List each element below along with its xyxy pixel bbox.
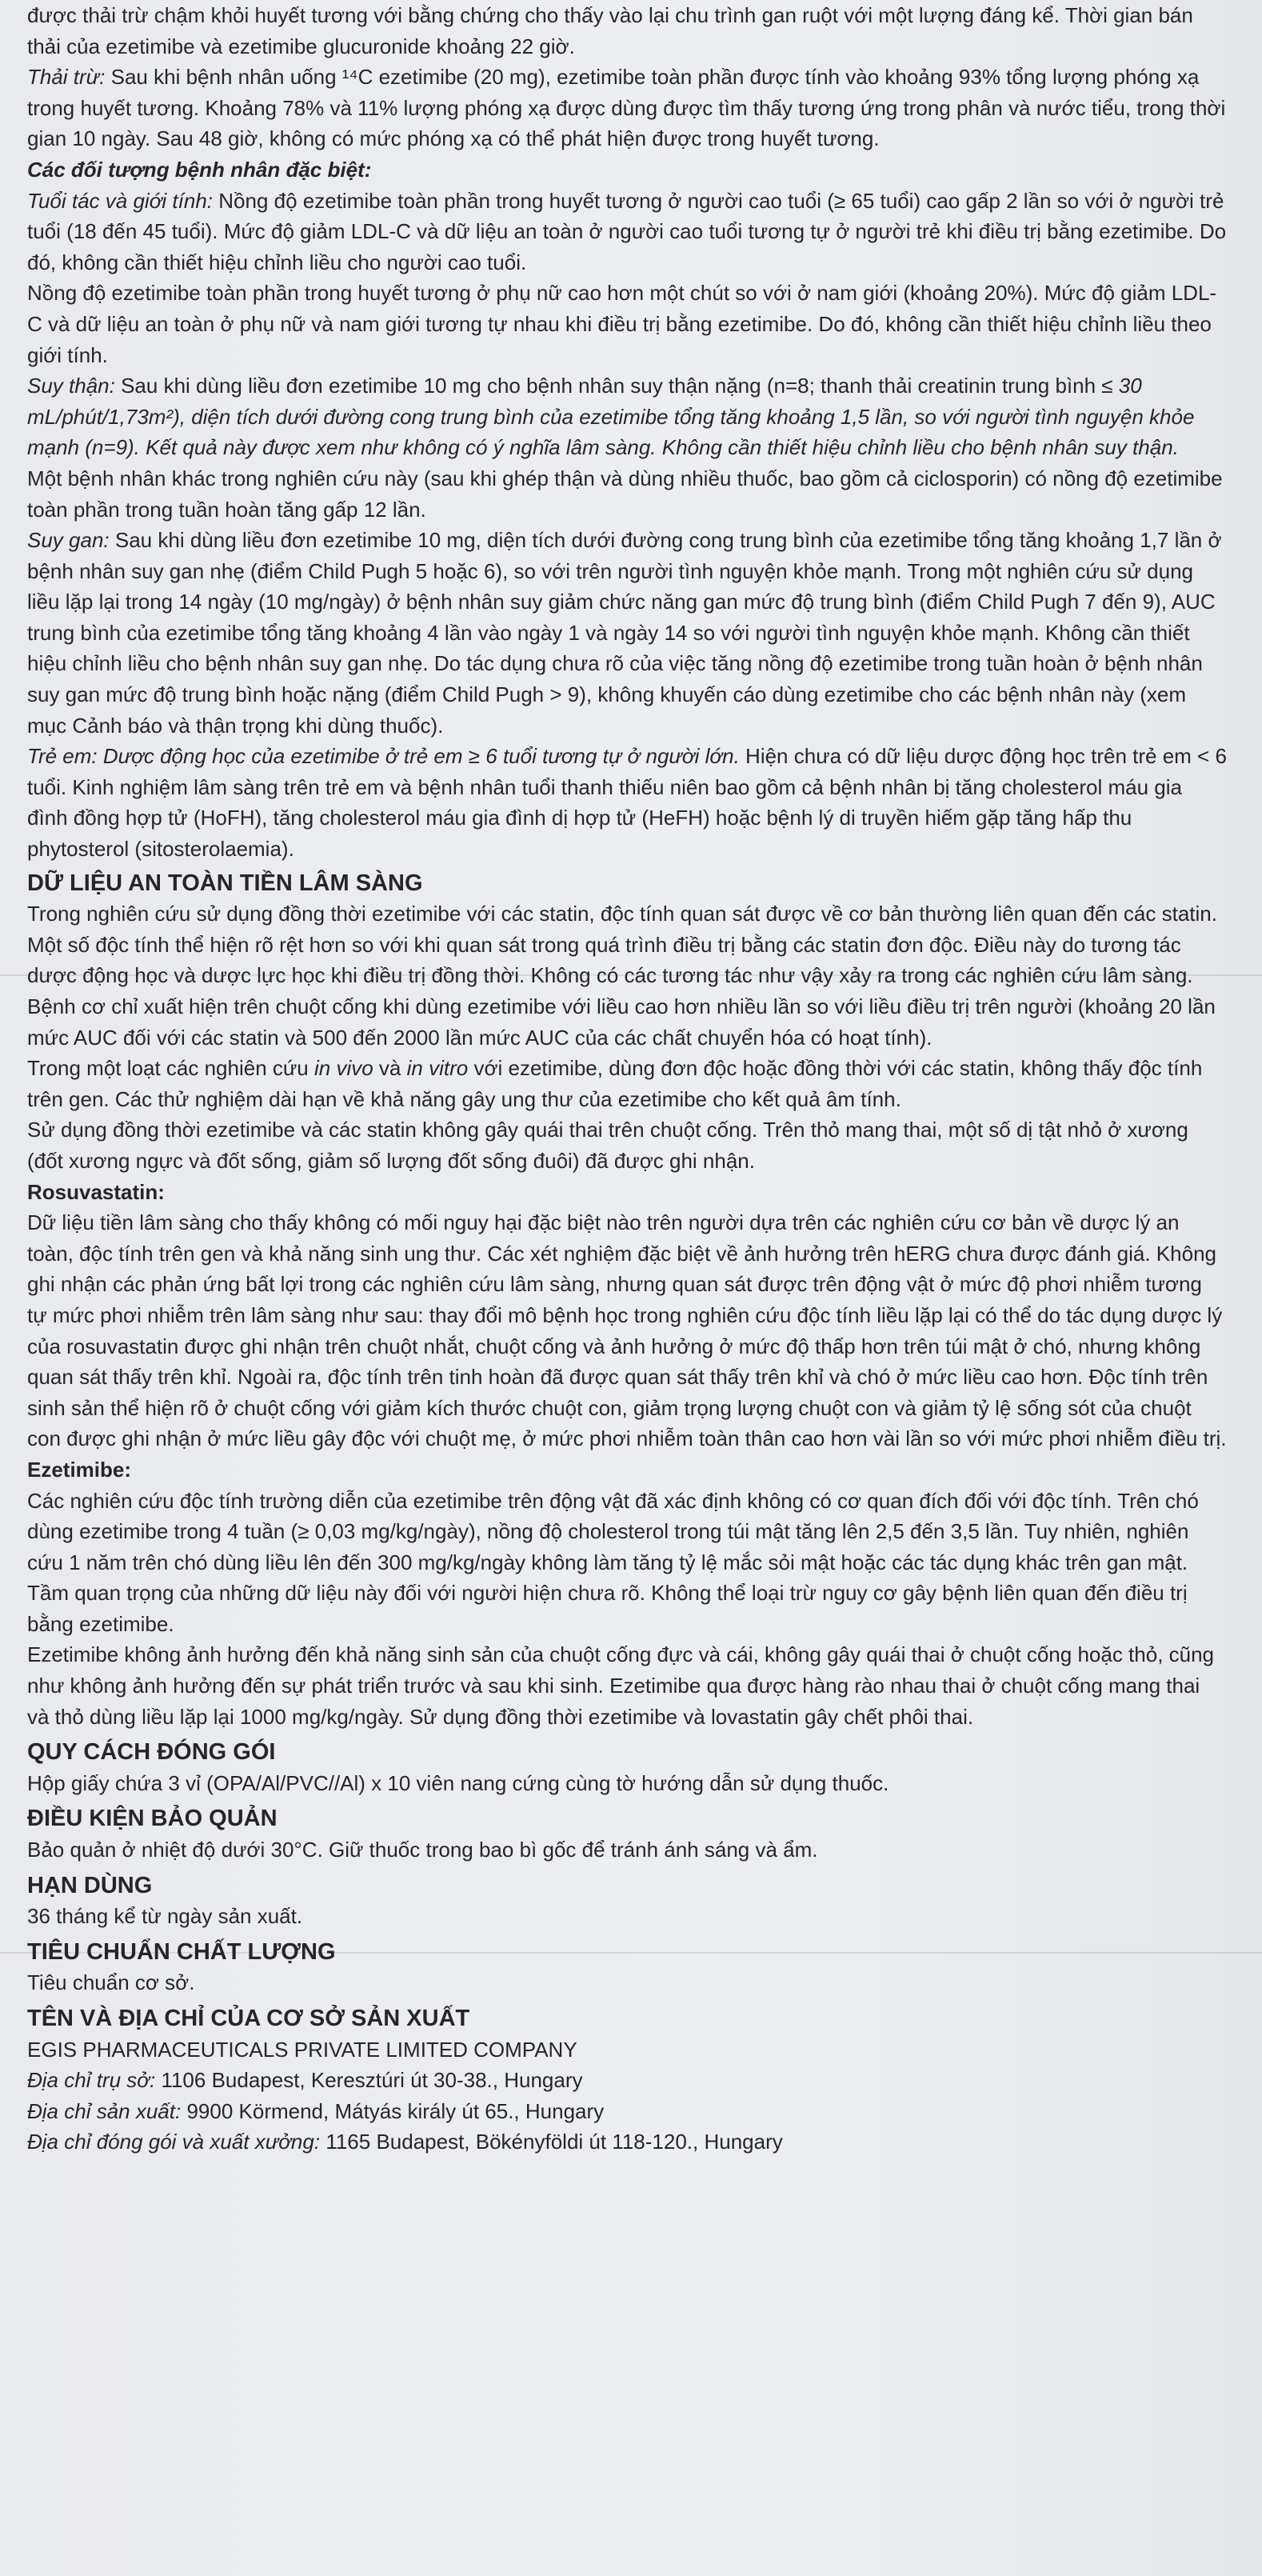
pediatric-paragraph: Trẻ em: Dược động học của ezetimibe ở trẻ em ≥ 6 tuổi tương tự ở người lớn. Hiện chưa có dữ liệu dược động học trên trẻ em < 6 tuổi. Kinh nghiệm lâm sàng trên trẻ em và bệnh nhân tuổi thanh thiếu niên bao gồm cả bệnh nhân bị tăng cholesterol máu gia đình đồng hợp tử (HoFH), tăng cholesterol máu gia đình dị hợp tử (HeFH) hoặc bệnh lý di truyền hiếm gặp tăng hấp thu phytosterol (sitosterolaemia). <box>27 744 1227 862</box>
renal-transplant-paragraph: Một bệnh nhân khác trong nghiên cứu này (sau khi ghép thận và dùng nhiều thuốc, bao gồm cả ciclosporin) có nồng độ ezetimibe toàn phần trong tuần hoàn tăng gấp 12 lần. <box>27 466 1223 522</box>
ezetimibe-title: Ezetimibe: <box>27 1457 132 1482</box>
age-gender-label: Tuổi tác và giới tính: <box>27 188 214 213</box>
quality-heading: TIÊU CHUẨN CHẤT LƯỢNG <box>27 1938 336 1965</box>
rosuvastatin-paragraph: Dữ liệu tiền lâm sàng cho thấy không có mối nguy hại đặc biệt nào trên người dựa trên các nghiên cứu cơ bản về dược lý an toàn, độc tính trên gen và khả năng sinh ung thư. Các xét nghiệm đặc biệt về ảnh hưởng trên hERG chưa được đánh giá. Không ghi nhận các phản ứng bất lợi trong các nghiên cứu lâm sàng, nhưng quan sát được trên động vật ở mức độ phơi nhiễm tương tự mức phơi nhiễm trên lâm sàng như sau: thay đổi mô bệnh học trong nghiên cứu độc tính liều lặp lại có thể do tác dụng dược lý của rosuvastatin được ghi nhận trên chuột nhắt, chuột cống và ảnh hưởng ở mức độ thấp hơn trên túi mật ở chó, nhưng không quan sát thấy trên khỉ. Ngoài ra, độc tính trên tinh hoàn đã được quan sát thấy trên khỉ và chó ở mức liều cao hơn. Độc tính trên sinh sản thể hiện rõ ở chuột cống với giảm kích thước chuột con, giảm trọng lượng chuột con và giảm tỷ lệ sống sót của chuột con được ghi nhận ở mức liều gây độc với chuột mẹ, ở mức phơi nhiễm toàn thân cao hơn vài lần so với mức phơi nhiễm điều trị. <box>27 1210 1227 1451</box>
renal-paragraph: Suy thận: Sau khi dùng liều đơn ezetimibe 10 mg cho bệnh nhân suy thận nặng (n=8; thanh thải creatinin trung bình ≤ 30 mL/phút/1,73m²), diện tích dưới đường cong trung bình của ezetimibe tổng tăng khoảng 1,5 lần, so với người tình nguyện khỏe mạnh (n=9). Kết quả này được xem như không có ý nghĩa lâm sàng. Không cần thiết hiệu chỉnh liều cho bệnh nhân suy thận. <box>27 374 1195 460</box>
elimination-continued: được thải trừ chậm khỏi huyết tương với bằng chứng cho thấy vào lại chu trình gan ruột với một lượng đáng kể. Thời gian bán thải của ezetimibe và ezetimibe glucuronide khoảng 22 giờ. <box>27 3 1193 58</box>
hepatic-label: Suy gan: <box>27 528 110 553</box>
manufacturer-company: EGIS PHARMACEUTICALS PRIVATE LIMITED COMPANY <box>27 2037 577 2062</box>
manufacturer-hq: Địa chỉ trụ sở: 1106 Budapest, Keresztúri út 30-38., Hungary <box>27 2068 583 2093</box>
ezetimibe-paragraph-1: Các nghiên cứu độc tính trường diễn của ezetimibe trên động vật đã xác định không có cơ quan đích đối với độc tính. Trên chó dùng ezetimibe trong 4 tuần (≥ 0,03 mg/kg/ngày), nồng độ cholesterol trong túi mật tăng lên 2,5 đến 3,5 lần. Tuy nhiên, nghiên cứu 1 năm trên chó dùng liều lên đến 300 mg/kg/ngày không làm tăng tỷ lệ mắc sỏi mật hoặc các tác dụng khác trên gan mật. Tầm quan trọng của những dữ liệu này đối với người hiện chưa rõ. Không thể loại trừ nguy cơ gây bệnh liên quan đến điều trị bằng ezetimibe. <box>27 1488 1199 1636</box>
preclinical-paragraph-1: Trong nghiên cứu sử dụng đồng thời ezetimibe với các statin, độc tính quan sát được về cơ bản thường liên quan đến các statin. Một số độc tính thể hiện rõ rệt hơn so với khi quan sát trong quá trình điều trị bằng các statin đơn độc. Điều này do tương tác dược động học và dược lực học khi điều trị đồng thời. Không có các tương tác như vậy xảy ra trong các nghiên cứu lâm sàng. Bệnh cơ chỉ xuất hiện trên chuột cống khi dùng ezetimibe với liều cao hơn nhiều lần so với liều điều trị trên người (khoảng 20 lần mức AUC đối với các statin và 500 đến 2000 lần mức AUC của các chất chuyển hóa có hoạt tính). <box>27 902 1217 1050</box>
ezetimibe-paragraph-2: Ezetimibe không ảnh hưởng đến khả năng sinh sản của chuột cống đực và cái, không gây quái thai ở chuột cống hoặc thỏ, cũng như không ảnh hưởng đến sự phát triển trước và sau khi sinh. Ezetimibe qua được hàng rào nhau thai ở chuột cống mang thai và thỏ dùng liều lặp lại 1000 mg/kg/ngày. Sử dụng đồng thời ezetimibe và lovastatin gây chết phôi thai. <box>27 1642 1215 1729</box>
hepatic-paragraph: Suy gan: Sau khi dùng liều đơn ezetimibe 10 mg, diện tích dưới đường cong trung bình của ezetimibe tổng tăng khoảng 1,7 lần ở bệnh nhân suy gan nhẹ (điểm Child Pugh 5 hoặc 6), so với trên người tình nguyện khỏe mạnh. Trong một nghiên cứu sử dụng liều lặp lại trong 14 ngày (10 mg/ngày) ở bệnh nhân suy giảm chức năng gan mức độ trung bình (điểm Child Pugh 7 đến 9), AUC trung bình của ezetimibe tổng tăng khoảng 4 lần vào ngày 1 và ngày 14 so với người tình nguyện khỏe mạnh. Không cần thiết hiệu chỉnh liều cho bệnh nhân suy gan nhẹ. Do tác dụng chưa rõ của việc tăng nồng độ ezetimibe trong tuần hoàn ở bệnh nhân suy gan mức độ trung bình hoặc nặng (điểm Child Pugh > 9), không khuyến cáo dùng ezetimibe cho các bệnh nhân này (xem mục Cảnh báo và thận trọng khi dùng thuốc). <box>27 528 1222 738</box>
rosuvastatin-title: Rosuvastatin: <box>27 1179 165 1204</box>
shelf-life-text: 36 tháng kể từ ngày sản xuất. <box>27 1904 303 1929</box>
preclinical-heading: DỮ LIỆU AN TOÀN TIỀN LÂM SÀNG <box>27 870 423 896</box>
quality-text: Tiêu chuẩn cơ sở. <box>27 1970 195 1995</box>
preclinical-paragraph-3: Sử dụng đồng thời ezetimibe và các statin không gây quái thai trên chuột cống. Trên thỏ mang thai, một số dị tật nhỏ ở xương (đốt xương ngực và đốt sống, giảm số lượng đốt sống đuôi) đã được ghi nhận. <box>27 1118 1188 1173</box>
packaging-heading: QUY CÁCH ĐÓNG GÓI <box>27 1739 276 1766</box>
packaging-text: Hộp giấy chứa 3 vỉ (OPA/Al/PVC//Al) x 10 viên nang cứng cùng tờ hướng dẫn sử dụng thuốc. <box>27 1770 889 1795</box>
storage-text: Bảo quản ở nhiệt độ dưới 30°C. Giữ thuốc trong bao bì gốc để tránh ánh sáng và ẩm. <box>27 1838 818 1862</box>
storage-heading: ĐIỀU KIỆN BẢO QUẢN <box>27 1806 278 1832</box>
shelf-life-heading: HẠN DÙNG <box>27 1872 153 1898</box>
leaflet-content <box>27 0 1227 2158</box>
elimination-paragraph: Thải trừ: Sau khi bệnh nhân uống ¹⁴C ezetimibe (20 mg), ezetimibe toàn phần được tính vào khoảng 93% tổng lượng phóng xạ trong huyết tương. Khoảng 78% và 11% lượng phóng xạ được dùng được tìm thấy tương ứng trong phân và nước tiểu, trong thời gian 10 ngày. Sau 48 giờ, không có mức phóng xạ có thể phát hiện được trong huyết tương. <box>27 65 1226 151</box>
preclinical-paragraph-2: Trong một loạt các nghiên cứu in vivo và in vitro với ezetimibe, dùng đơn độc hoặc đồng thời với các statin, không thấy độc tính trên gen. Các thử nghiệm dài hạn về khả năng gây ung thư của ezetimibe cho kết quả âm tính. <box>27 1056 1203 1111</box>
age-gender-paragraph: Tuổi tác và giới tính: Nồng độ ezetimibe toàn phần trong huyết tương ở người cao tuổi (≥ 65 tuổi) cao gấp 2 lần so với ở người trẻ tuổi (18 đến 45 tuổi). Mức độ giảm LDL-C và dữ liệu an toàn ở người cao tuổi tương tự ở người trẻ khi điều trị bằng ezetimibe. Do đó, không cần thiết hiệu chỉnh liều cho người cao tuổi. <box>27 188 1227 274</box>
elimination-label: Thải trừ: <box>27 65 106 90</box>
manufacturer-production: Địa chỉ sản xuất: 9900 Körmend, Mátyás király út 65., Hungary <box>27 2098 605 2123</box>
manufacturer-heading: TÊN VÀ ĐỊA CHỈ CỦA CƠ SỞ SẢN XUẤT <box>27 2006 470 2031</box>
pediatric-label: Trẻ em: <box>27 744 98 769</box>
gender-paragraph: Nồng độ ezetimibe toàn phần trong huyết tương ở phụ nữ cao hơn một chút so với ở nam giới (khoảng 20%). Mức độ giảm LDL-C và dữ liệu an toàn ở phụ nữ và nam giới tương tự nhau khi điều trị bằng ezetimibe. Do đó, không cần thiết hiệu chỉnh liều theo giới tính. <box>27 281 1217 367</box>
special-populations-title: Các đối tượng bệnh nhân đặc biệt: <box>27 157 372 182</box>
manufacturer-packaging: Địa chỉ đóng gói và xuất xưởng: 1165 Budapest, Bökényföldi út 118-120., Hungary <box>27 2130 783 2154</box>
renal-label: Suy thận: <box>27 374 115 398</box>
